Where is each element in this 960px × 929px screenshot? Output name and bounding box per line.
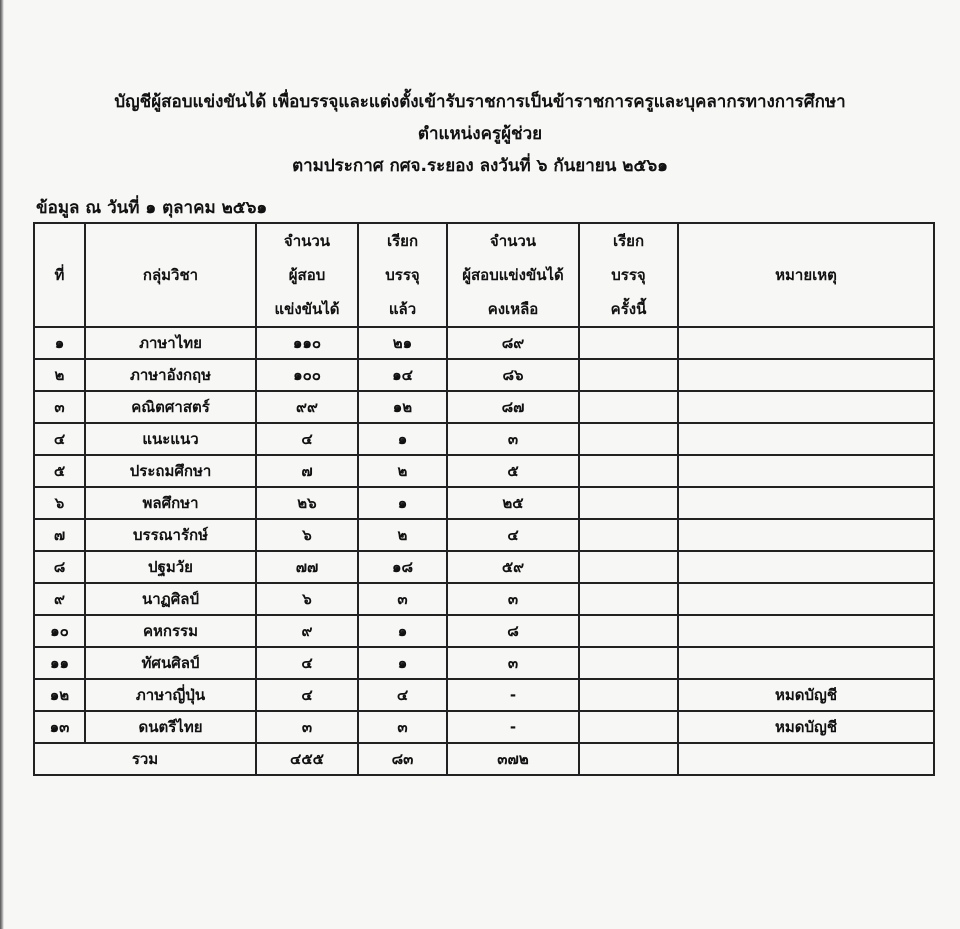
cell-remark — [678, 551, 934, 583]
cell-passed: ๑๑๐ — [256, 327, 358, 359]
cell-remark — [678, 327, 934, 359]
cell-subject: พลศึกษา — [85, 487, 256, 519]
header-passed-line: แข่งขันได้ — [274, 300, 340, 318]
cell-remaining: ๘๙ — [447, 327, 579, 359]
cell-passed: ๗๗ — [256, 551, 358, 583]
table-row — [34, 423, 934, 455]
table-row — [34, 391, 934, 423]
cell-passed: ๔ — [256, 679, 358, 711]
cell-no: ๑๑ — [34, 647, 85, 679]
cell-call-now — [579, 583, 678, 615]
cell-called: ๓ — [358, 583, 447, 615]
cell-no: ๑๒ — [34, 679, 85, 711]
header-remaining-line: จำนวน — [489, 232, 537, 250]
total-label: รวม — [34, 743, 256, 775]
cell-subject: คณิตศาสตร์ — [85, 391, 256, 423]
cell-called: ๑ — [358, 487, 447, 519]
document-title — [0, 86, 960, 182]
table-row — [34, 487, 934, 519]
table-row — [34, 327, 934, 359]
cell-remark — [678, 583, 934, 615]
cell-subject: ดนตรีไทย — [85, 711, 256, 743]
cell-passed: ๗ — [256, 455, 358, 487]
cell-remaining: ๘๖ — [447, 359, 579, 391]
table-row — [34, 583, 934, 615]
cell-no: ๖ — [34, 487, 85, 519]
cell-called: ๒ — [358, 455, 447, 487]
cell-remaining: ๓ — [447, 583, 579, 615]
cell-remaining: ๕ — [447, 455, 579, 487]
cell-remark — [678, 359, 934, 391]
total-remaining: ๓๗๒ — [447, 743, 579, 775]
cell-remark — [678, 423, 934, 455]
cell-no: ๙ — [34, 583, 85, 615]
cell-subject: ภาษาไทย — [85, 327, 256, 359]
cell-remaining: - — [447, 711, 579, 743]
cell-call-now — [579, 455, 678, 487]
cell-passed: ๔ — [256, 423, 358, 455]
cell-no: ๘ — [34, 551, 85, 583]
cell-called: ๑๔ — [358, 359, 447, 391]
cell-passed: ๖ — [256, 583, 358, 615]
header-call-now-line: ครั้งนี้ — [610, 300, 647, 318]
cell-subject: ประถมศึกษา — [85, 455, 256, 487]
cell-remark — [678, 615, 934, 647]
cell-remaining: ๘ — [447, 615, 579, 647]
table-row — [34, 711, 934, 743]
cell-call-now — [579, 391, 678, 423]
header-no: ที่ — [34, 223, 85, 327]
cell-call-now — [579, 519, 678, 551]
candidate-table — [33, 222, 935, 776]
cell-no: ๔ — [34, 423, 85, 455]
cell-remark — [678, 391, 934, 423]
cell-remaining: ๓ — [447, 423, 579, 455]
table-header-row — [34, 223, 934, 327]
table-row — [34, 647, 934, 679]
cell-subject: ทัศนศิลป์ — [85, 647, 256, 679]
total-call-now — [579, 743, 678, 775]
cell-subject: แนะแนว — [85, 423, 256, 455]
cell-called: ๓ — [358, 711, 447, 743]
cell-call-now — [579, 359, 678, 391]
table-row — [34, 679, 934, 711]
cell-remark — [678, 487, 934, 519]
cell-remaining: - — [447, 679, 579, 711]
cell-call-now — [579, 487, 678, 519]
header-called-line: บรรจุ — [385, 266, 420, 284]
header-call-now-line: เรียก — [612, 232, 645, 250]
cell-remaining: ๕๙ — [447, 551, 579, 583]
cell-subject: ปฐมวัย — [85, 551, 256, 583]
cell-subject: ภาษาอังกฤษ — [85, 359, 256, 391]
cell-call-now — [579, 711, 678, 743]
cell-call-now — [579, 647, 678, 679]
cell-no: ๑ — [34, 327, 85, 359]
cell-remark — [678, 519, 934, 551]
cell-passed: ๔ — [256, 647, 358, 679]
header-called-line: เรียก — [386, 232, 419, 250]
cell-no: ๗ — [34, 519, 85, 551]
cell-passed: ๖ — [256, 519, 358, 551]
cell-call-now — [579, 615, 678, 647]
cell-remark: หมดบัญชี — [678, 711, 934, 743]
header-remaining — [447, 223, 579, 327]
cell-call-now — [579, 679, 678, 711]
cell-remark: หมดบัญชี — [678, 679, 934, 711]
cell-no: ๑๓ — [34, 711, 85, 743]
cell-no: ๓ — [34, 391, 85, 423]
table-row — [34, 455, 934, 487]
cell-called: ๒๑ — [358, 327, 447, 359]
table-row — [34, 519, 934, 551]
cell-remaining: ๔ — [447, 519, 579, 551]
cell-called: ๒ — [358, 519, 447, 551]
cell-called: ๑๒ — [358, 391, 447, 423]
title-line-1: บัญชีผู้สอบแข่งขันได้ เพื่อบรรจุและแต่งตั้งเข้ารับราชการเป็นข้าราชการครูและบุคลากรทางการศึกษา — [114, 92, 846, 112]
cell-passed: ๑๐๐ — [256, 359, 358, 391]
cell-passed: ๓ — [256, 711, 358, 743]
header-subject: กลุ่มวิชา — [85, 223, 256, 327]
header-remaining-line: คงเหลือ — [487, 300, 539, 318]
cell-called: ๑ — [358, 423, 447, 455]
table-row — [34, 615, 934, 647]
cell-subject: ภาษาญี่ปุ่น — [85, 679, 256, 711]
header-called-line: แล้ว — [388, 300, 417, 318]
cell-remark — [678, 455, 934, 487]
table-row — [34, 551, 934, 583]
cell-remark — [678, 647, 934, 679]
header-call-now — [579, 223, 678, 327]
cell-called: ๑๘ — [358, 551, 447, 583]
table-row — [34, 359, 934, 391]
cell-passed: ๒๖ — [256, 487, 358, 519]
header-remark: หมายเหตุ — [678, 223, 934, 327]
total-row — [34, 743, 934, 775]
header-passed-line: ผู้สอบ — [288, 266, 326, 284]
cell-call-now — [579, 327, 678, 359]
cell-remaining: ๒๕ — [447, 487, 579, 519]
header-called — [358, 223, 447, 327]
cell-no: ๕ — [34, 455, 85, 487]
header-call-now-line: บรรจุ — [611, 266, 646, 284]
cell-remaining: ๓ — [447, 647, 579, 679]
title-line-2: ตำแหน่งครูผู้ช่วย — [417, 124, 543, 144]
cell-passed: ๙ — [256, 615, 358, 647]
header-remaining-line: ผู้สอบแข่งขันได้ — [462, 266, 564, 284]
cell-remaining: ๘๗ — [447, 391, 579, 423]
cell-call-now — [579, 551, 678, 583]
cell-subject: นาฏศิลป์ — [85, 583, 256, 615]
as-of-date: ข้อมูล ณ วันที่ ๑ ตุลาคม ๒๕๖๑ — [36, 198, 268, 218]
cell-no: ๒ — [34, 359, 85, 391]
header-passed-line: จำนวน — [283, 232, 331, 250]
cell-subject: บรรณารักษ์ — [85, 519, 256, 551]
header-passed — [256, 223, 358, 327]
cell-called: ๔ — [358, 679, 447, 711]
total-passed: ๔๕๕ — [256, 743, 358, 775]
cell-passed: ๙๙ — [256, 391, 358, 423]
total-called: ๘๓ — [358, 743, 447, 775]
title-line-3: ตามประกาศ กศจ.ระยอง ลงวันที่ ๖ กันยายน ๒๕๖๑ — [292, 156, 668, 176]
cell-called: ๑ — [358, 647, 447, 679]
cell-call-now — [579, 423, 678, 455]
cell-called: ๑ — [358, 615, 447, 647]
cell-no: ๑๐ — [34, 615, 85, 647]
total-remark — [678, 743, 934, 775]
cell-subject: คหกรรม — [85, 615, 256, 647]
